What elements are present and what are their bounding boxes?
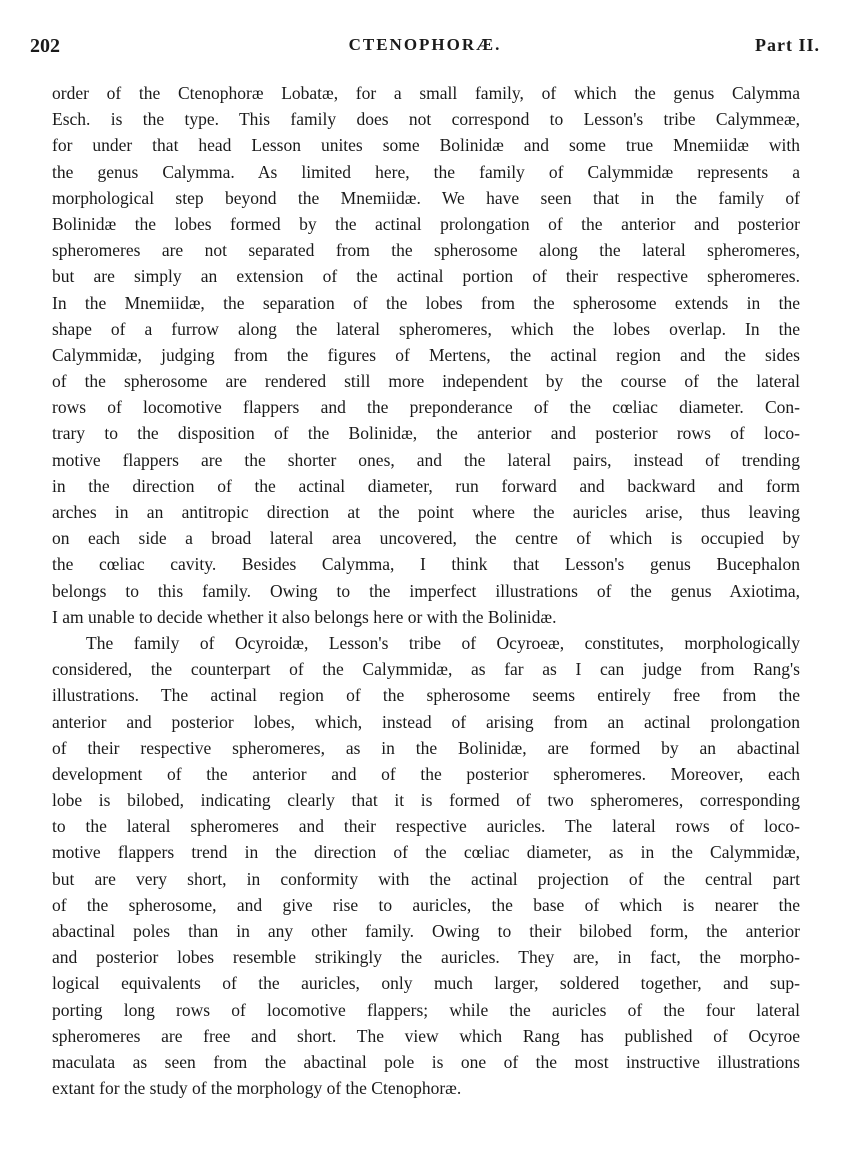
- text-line: motive flappers are the shorter ones, and the lateral pairs, instead of trending: [52, 449, 800, 470]
- text-line: but are very short, in conformity with the actinal projection of the central part: [52, 868, 800, 889]
- text-line: for under that head Lesson unites some Bolinidæ and some true Mnemiidæ with: [52, 135, 800, 156]
- text-line: illustrations. The actinal region of the spherosome seems entirely free from the: [52, 685, 800, 706]
- text-line: and posterior lobes resemble strikingly the auricles. They are, in fact, the morpho-: [52, 947, 800, 968]
- text-line: trary to the disposition of the Bolinidæ, the anterior and posterior rows of loco-: [52, 423, 800, 444]
- text-line: maculata as seen from the abactinal pole is one of the most instructive illustrations: [52, 1051, 800, 1072]
- text-line: shape of a furrow along the lateral spheromeres, which the lobes overlap. In the: [52, 318, 800, 339]
- text-line: motive flappers trend in the direction of the cœliac diameter, as in the Calymmidæ,: [52, 842, 800, 863]
- text-line: belongs to this family. Owing to the imperfect illustrations of the genus Axiotima,: [52, 580, 800, 601]
- text-line: logical equivalents of the auricles, only much larger, soldered together, and sup-: [52, 973, 800, 994]
- text-line: order of the Ctenophoræ Lobatæ, for a small family, of which the genus Calymma: [52, 83, 800, 103]
- page-number: 202: [30, 35, 60, 57]
- text-line: on each side a broad lateral area uncovered, the centre of which is occupied by: [52, 528, 800, 549]
- text-line: morphological step beyond the Mnemiidæ. We have seen that in the family of: [52, 187, 800, 208]
- text-line: considered, the counterpart of the Calymmidæ, as far as I can judge from Rang's: [52, 659, 800, 680]
- text-line: in the direction of the actinal diameter, run forward and backward and form: [52, 475, 800, 496]
- text-line: but are simply an extension of the actinal portion of their respective spheromeres.: [52, 266, 800, 287]
- body-text: [52, 80, 800, 1101]
- text-line: development of the anterior and of the posterior spheromeres. Moreover, each: [52, 763, 800, 784]
- text-line: extant for the study of the morphology of the Ctenophoræ.: [52, 1078, 462, 1099]
- text-line: the genus Calymma. As limited here, the family of Calymmidæ represents a: [52, 161, 800, 182]
- text-line: spheromeres are free and short. The view which Rang has published of Ocyroe: [52, 1025, 800, 1046]
- text-line: spheromeres are not separated from the spherosome along the lateral spheromeres,: [52, 240, 800, 261]
- text-line: of their respective spheromeres, as in the Bolinidæ, are formed by an abactinal: [52, 737, 800, 758]
- text-line: anterior and posterior lobes, which, instead of arising from an actinal prolongation: [52, 711, 800, 732]
- text-line: of the spherosome, and give rise to auricles, the base of which is nearer the: [52, 894, 800, 915]
- text-line: The family of Ocyroidæ, Lesson's tribe of Ocyroeæ, constitutes, morphologically: [86, 632, 800, 653]
- text-line: abactinal poles than in any other family. Owing to their bilobed form, the anterior: [52, 921, 800, 941]
- running-head: [0, 35, 850, 65]
- running-title: CTENOPHORÆ.: [348, 35, 502, 54]
- text-line: to the lateral spheromeres and their respective auricles. The lateral rows of loco-: [52, 816, 800, 837]
- text-line: In the Mnemiidæ, the separation of the lobes from the spherosome extends in the: [52, 292, 800, 313]
- text-line: the cœliac cavity. Besides Calymma, I think that Lesson's genus Bucephalon: [52, 554, 800, 575]
- text-line: arches in an antitropic direction at the point where the auricles arise, thus leaving: [52, 502, 800, 522]
- part-label: Part II.: [755, 35, 820, 55]
- text-line: of the spherosome are rendered still more independent by the course of the lateral: [52, 371, 800, 392]
- text-line: Calymmidæ, judging from the figures of Mertens, the actinal region and the sides: [52, 344, 800, 365]
- text-line: rows of locomotive flappers and the preponderance of the cœliac diameter. Con-: [52, 397, 800, 418]
- text-line: porting long rows of locomotive flappers; while the auricles of the four lateral: [52, 999, 800, 1020]
- text-line: I am unable to decide whether it also belongs here or with the Bolinidæ.: [52, 606, 557, 627]
- text-line: Esch. is the type. This family does not correspond to Lesson's tribe Calymmeæ,: [52, 109, 800, 130]
- text-line: lobe is bilobed, indicating clearly that it is formed of two spheromeres, corresponding: [52, 790, 800, 811]
- text-line: Bolinidæ the lobes formed by the actinal prolongation of the anterior and posterior: [52, 213, 800, 234]
